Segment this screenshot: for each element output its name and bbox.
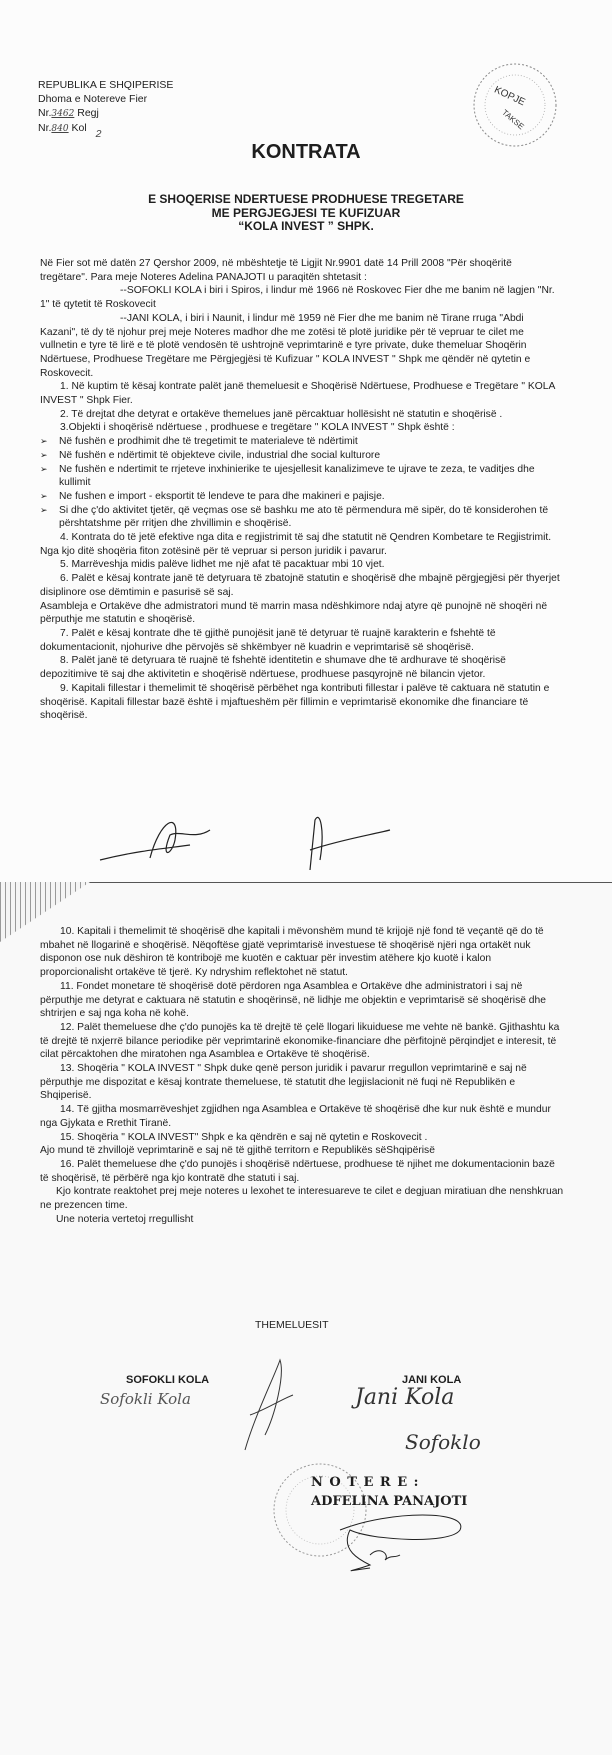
article-4: 4. Kontrata do të jetë efektive nga dita e regjistrimit të saj dhe statutit në Qendren Kombetare te Regjistrimit. Nga kjo ditë shoqëria fiton zotësinë për të vepruar si person juridik i pavarur. <box>40 532 552 557</box>
article-10: 10. Kapitali i themelimit të shoqërisë dhe kapitali i mëvonshëm mund të krijojë një fond të veçantë që do të mbahet në llogarinë e shoqërisë. Nëqoftëse gjatë veprimtarisë investuese të shoqërisë njëri nga ortakët nuk disponon ose nuk dëshiron të kontribojë me kuotën e caktuar për investim atëhere kjo kuotë i kalon proporcionalisht ortakëve të tjerë. Ky ndryshim reflektohet në statut. <box>40 926 544 979</box>
founder-1-name: SOFOKLI KOLA <box>126 1374 210 1386</box>
founder-2-handwritten-name: Jani Kola <box>355 1385 455 1410</box>
contract-title: KONTRATA <box>251 141 361 163</box>
objects-list <box>40 435 560 531</box>
notary-label: N O T E R E : <box>311 1475 420 1490</box>
founder-2-second-signature: Sofoklo <box>405 1430 481 1454</box>
notary-chamber: Dhoma e Notereve Fier <box>38 93 148 105</box>
registry-number: Nr.3462 Regj <box>38 107 99 119</box>
article-7: 7. Palët e kësaj kontrate dhe të gjithë punojësit janë të detyruar të ruajnë karakterin e fshehtë të dokumentacionit, njohurive dhe përvojës së shkëmbyer në kuadrin e veprimtarisë së shoqërisë. <box>40 627 496 653</box>
list-item: ➢ Ne fushen e import - eksportit të lendeve te para dhe makineri e pajisje. <box>40 490 560 504</box>
republic-name: REPUBLIKA E SHQIPERISE <box>38 79 174 91</box>
notary-signature <box>330 1510 470 1580</box>
article-15-continued: Ajo mund të zhvillojë veprimtarinë e saj në të gjithë territorn e Republikës sëShqipërisë <box>40 1145 435 1157</box>
founders-heading: THEMELUESIT <box>255 1319 329 1331</box>
article-1: 1. Në kuptim të kësaj kontrate palët janë themeluesit e Shoqërisë Ndërtuese, Prodhuese e Tregëtare " KOLA INVEST " Shpk Fier. <box>40 381 555 407</box>
article-11: 11. Fondet monetare të shoqërisë dotë përdoren nga Asamblea e Ortakëve dhe administratori i saj në përputhje me detyrat e caktuara në statutin e shoqërinsë, në lidhje me objektin e veprimtarisë së shoqërisë dhe shtrirjen e saj nga koha në kohë. <box>40 980 546 1020</box>
article-15: 15. Shoqëria " KOLA INVEST" Shpk e ka qëndrën e saj në qytetin e Roskovecit . <box>60 1131 428 1143</box>
founder-2-name: JANI KOLA <box>402 1374 462 1386</box>
list-item: ➢ Në fushën e ndërtimit të objekteve civile, industrial dhe social kulturore <box>40 449 560 463</box>
founder-1-handwritten-name: Sofokli Kola <box>100 1390 191 1408</box>
contract-body-page-2 <box>40 925 565 1226</box>
list-item: ➢ Ne fushën e ndertimit te rrjeteve inxhinierike te ujesjellesit kanalizimeve te ujrave te zeza, te vaditjes dhe kullimit <box>40 463 560 490</box>
article-12: 12. Palët themeluese dhe ç'do punojës ka të drejtë të çelë llogari likuiduese me vehte në bankë. Gjithashtu ka të drejtë të nxjerrë bilance periodike për veprimtarinë ekonomike-financiare dhe përfitojnë përqindjet e interesit, të cilat përcaktohen dhe miratohen nga Asamblea e Ortakëve të shoqërisë. <box>40 1021 560 1061</box>
article-6-continued: Asambleja e Ortakëve dhe admistratori mund të marrin masa ndëshkimore ndaj atyre që punojnë në shoqëri në përputhje me statutin e shoqërisë. <box>40 600 548 626</box>
list-item: ➢ Si dhe ç'do aktivitet tjetër, që veçmas ose së bashku me ato të përmendura më sipër, do të konsiderohen të përshtatshme për rritjen dhe zhvillimin e shoqërisë. <box>40 504 560 531</box>
list-item: ➢ Në fushën e prodhimit dhe të tregetimit te materialeve të ndërtimit <box>40 435 560 449</box>
article-16: 16. Palët themeluese dhe ç'do punojës i shoqërisë ndërtuese, prodhuese të njihet me dokumentacionin bazë të shoqërisë, të përbërë nga kjo kontratë dhe statuti i saj. <box>40 1158 555 1184</box>
article-3: 3.Objekti i shoqërisë ndërtuese , prodhuese e tregëtare " KOLA INVEST " Shpk është : <box>60 422 455 434</box>
article-5: 5. Marrëveshja midis palëve lidhet me një afat të pacaktuar mbi 10 vjet. <box>60 559 385 571</box>
article-13: 13. Shoqëria " KOLA INVEST " Shpk duke qenë person juridik i pavarur rregullon veprimtarinë e saj në përputhje me dispozitat e kësaj kontrate themeluese, të statutit dhe legjislacionit në fuqi në Republikën e Shqiperisë. <box>40 1063 527 1102</box>
document-header <box>38 78 174 140</box>
article-2: 2. Të drejtat dhe detyrat e ortakëve themelues janë përcaktuar hollësisht në statutin e shoqërisë . <box>60 408 503 420</box>
collection-number: Nr.840 Kol 2 <box>38 122 102 140</box>
article-14: 14. Të gjitha mosmarrëveshjet zgjidhen nga Asamblea e Ortakëve të shoqërisë dhe kur nuk është e mundur nga Gjykata e Rrethit Tiranë. <box>40 1104 551 1129</box>
article-9: 9. Kapitali fillestar i themelimit të shoqërisë përbëhet nga kontributi fillestar i palëve të caktuara në statutin e shoqërisë. Kapitali fillestar bazë është i mjaftueshëm për fillimin e veprimtarisë ekonomike dhe financiare të shoqërisë. <box>40 682 550 722</box>
contract-subtitle: E SHOQERISE NDERTUESE PRODHUESE TREGETARE ME PERGJEGJESI TE KUFIZUAR “KOLA INVEST ” SHPK. <box>148 192 464 233</box>
founder-sofokli-paragraph: --SOFOKLI KOLA i biri i Spiros, i lindur më 1966 në Roskovec Fier dhe me banim në lagjen "Nr. 1" të qytetit të Roskovecit <box>40 285 555 311</box>
notary-stamp <box>470 60 560 150</box>
closing-statement: Kjo kontrate reaktohet prej meje noteres u lexohet te interesuareve te cilet e degjuan miratiuan dhe nenshkruan ne prezencen time. <box>40 1186 564 1212</box>
intro-paragraph: Në Fier sot më datën 27 Qershor 2009, në mbështetje të Ligjit Nr.9901 datë 14 Prill 2008 "Për shoqëritë tregëtare". Para meje Noteres Adelina PANAJOTI u paraqitën shtetasit : <box>40 258 512 283</box>
article-8: 8. Palët janë të detyruara të ruajnë të fshehtë identitetin e shumave dhe të ardhurave të shoqërisë depozitimive të saj dhe aktivitetin e shoqërisë ndërtuese, prodhuese pasqyrojnë në bilancin vjetor. <box>40 655 506 681</box>
contract-body-page-1 <box>40 257 560 723</box>
notary-name: ADFELINA PANAJOTI <box>311 1494 468 1509</box>
notary-certification: Une noteria vertetoj rregullisht <box>56 1213 194 1225</box>
founder-1-signature <box>235 1355 295 1455</box>
page1-signatures <box>80 800 400 880</box>
founder-jani-paragraph: --JANI KOLA, i biri i Naunit, i lindur më 1959 në Fier dhe me banim në Tirane rruga "Abdi Kazani", të dy të njohur prej meje Noteres madhor dhe me zotësi të plotë juridike për të vepruar te cilet me vullnetin e tyre të lirë e të plotë vendosën të ushtrojnë veprimtarinë e tyre private, duke themeluar Shoqërin Ndërtuese, Prodhuese Tregëtare me Përgjegjësi të Kufizuar " KOLA INVEST " Shpk me qëndër në qytetin e Roskovecit. <box>40 312 531 379</box>
svg-text:TAKSE: TAKSE <box>500 107 526 132</box>
svg-text:KOPJE: KOPJE <box>492 84 527 109</box>
article-6: 6. Palët e kësaj kontrate janë të detyruara të zbatojnë statutin e shoqërisë dhe mbajnë përgjegjësi për thyerjet disiplinore ose dëmtimin e pasurisë së saj. <box>40 573 560 598</box>
